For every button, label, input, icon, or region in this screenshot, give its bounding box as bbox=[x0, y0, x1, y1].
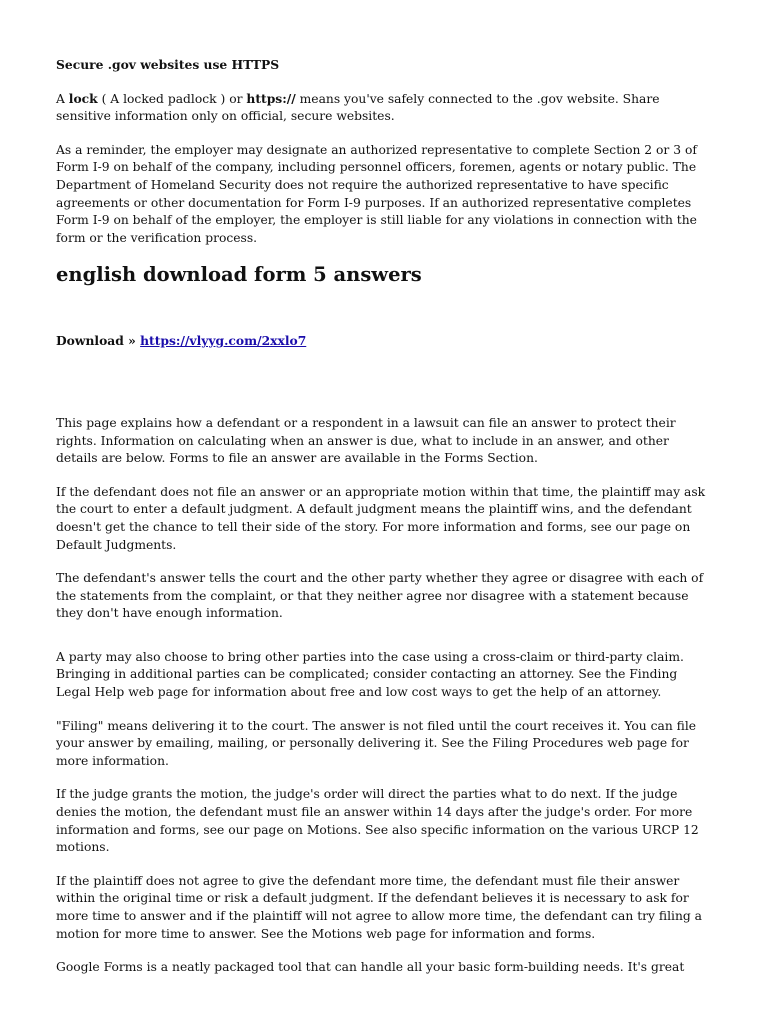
paragraph-2: If the defendant does not file an answer or an appropriate motion within that time, the plaintiff may ask the court to enter a default judgment. A default judgment means the plaintiff wins, and the defendant doesn't get the chance to tell their side of the story. For more information and forms, see our page on Default Judgments. bbox=[56, 484, 706, 552]
download-link[interactable]: https://vlyyg.com/2xxlo7 bbox=[140, 333, 307, 349]
spacer bbox=[56, 639, 714, 649]
paragraph-6: If the judge grants the motion, the judge's order will direct the parties what to do next. If the judge denies the motion, the defendant must file an answer within 14 days after the judge's order. For more information and forms, see our page on Motions. See also specific information on the various URCP 12 motions. bbox=[56, 787, 699, 855]
paragraph-3: The defendant's answer tells the court and the other party whether they agree or disagree with each of the statements from the complaint, or that they neither agree nor disagree with a statement because they don't have enough information. bbox=[56, 571, 704, 621]
download-label: Download » bbox=[56, 333, 141, 349]
paragraph-7: If the plaintiff does not agree to give the defendant more time, the defendant must file their answer within the original time or risk a default judgment. If the defendant believes it is necessary to ask for more time to answer and if the plaintiff will not agree to allow more time, the defendant can try filing a motion for more time to answer. See the Motions web page for information and forms. bbox=[56, 873, 702, 941]
paragraph-8: Google Forms is a neatly packaged tool that can handle all your basic form-building needs. It's great bbox=[56, 960, 685, 975]
secure-text-c: means you've safely connected to the .gov website. Share sensitive information only on official, secure websites. bbox=[56, 91, 660, 124]
paragraph-5: "Filing" means delivering it to the court. The answer is not filed until the court receives it. You can file your answer by emailing, mailing, or personally delivering it. See the Filing Procedures web page for more information. bbox=[56, 718, 697, 768]
https-word: https:// bbox=[246, 90, 296, 106]
secure-text-a: A bbox=[56, 91, 69, 106]
download-line bbox=[56, 332, 714, 350]
secure-gov-notice bbox=[56, 90, 714, 126]
lock-word: lock bbox=[68, 90, 98, 106]
spacer bbox=[56, 366, 714, 415]
page-title: english download form 5 answers bbox=[56, 263, 422, 287]
secure-gov-title: Secure .gov websites use HTTPS bbox=[56, 57, 280, 72]
paragraph-1: This page explains how a defendant or a respondent in a lawsuit can file an answer to protect their rights. Information on calculating when an answer is due, what to include in an answer, and other details are below. Forms to file an answer are available in the Forms Section. bbox=[56, 415, 676, 466]
paragraph-4: A party may also choose to bring other parties into the case using a cross-claim or third-party claim. Bringing in additional parties can be complicated; consider contacting an attorney. See the Finding Legal Help web page for information about free and low cost ways to get the help of an attorney. bbox=[56, 649, 684, 700]
secure-text-b: ( A locked padlock ) or bbox=[97, 91, 247, 106]
intro-paragraph: As a reminder, the employer may designate an authorized representative to complete Section 2 or 3 of Form I-9 on behalf of the company, including personnel officers, foremen, agents or notary public. The Department of Homeland Security does not require the authorized representative to have specific agreements or other documentation for Form I-9 purposes. If an authorized representative completes Form I-9 on behalf of the employer, the employer is still liable for any violations in connection with the form or the verification process. bbox=[56, 142, 697, 245]
